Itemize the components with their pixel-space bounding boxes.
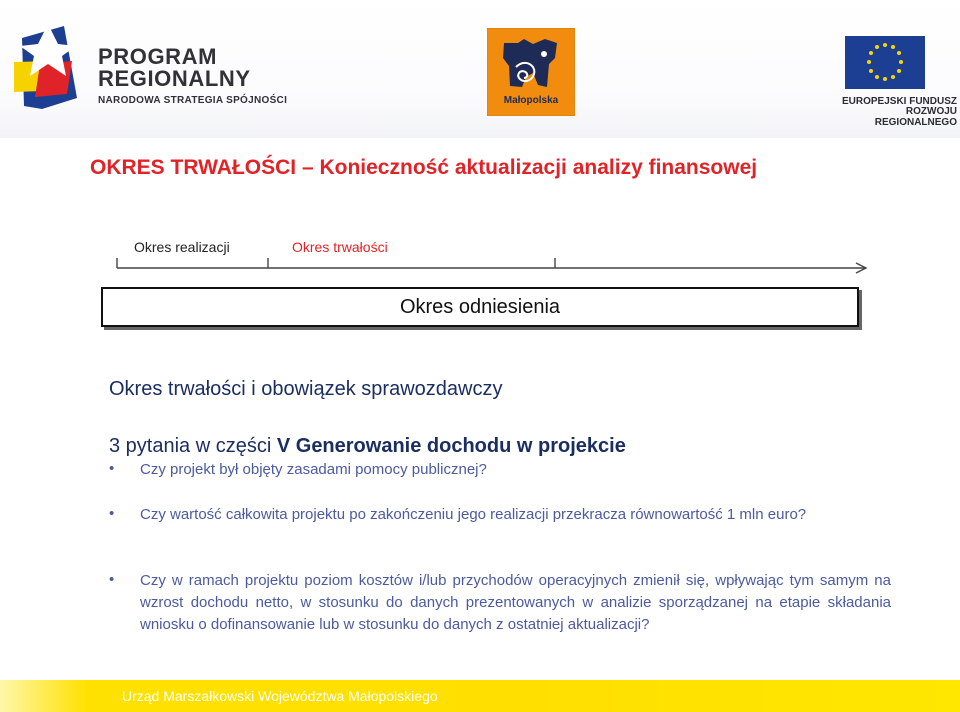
eu-fund-line-2: ROZWOJU REGIONALNEGO: [874, 106, 957, 128]
footer-text: Urząd Marszałkowski Województwa Małopolskiego: [122, 688, 438, 704]
realization-period-label: Okres realizacji: [134, 239, 230, 255]
timeline-arrow-icon: [856, 263, 866, 273]
program-title-line-2: REGIONALNY: [98, 66, 251, 91]
bullet-text: Czy wartość całkowita projektu po zakończeniu jego realizacji przekracza równowartość 1 mln euro?: [140, 506, 807, 523]
bullet-dot-icon: •: [109, 505, 115, 522]
eu-fund-line-1: EUROPEJSKI FUNDUSZ: [841, 96, 957, 107]
bullet-text: Czy projekt był objęty zasadami pomocy publicznej?: [140, 461, 487, 478]
bullet-dot-icon: •: [109, 460, 115, 477]
slide-title: OKRES TRWAŁOŚCI – Konieczność aktualizacji analizy finansowej: [90, 156, 758, 179]
program-regionalny-logo: [14, 18, 304, 110]
bullet-dot-icon: •: [109, 571, 115, 588]
questions-heading: [109, 434, 626, 458]
footer-bar: [0, 680, 960, 712]
bullet-item-3: [109, 570, 891, 636]
questions-heading-prefix: 3 pytania w części: [109, 435, 277, 457]
eu-stars-icon: [845, 36, 925, 89]
questions-heading-bold: V Generowanie dochodu w projekcie: [276, 435, 626, 457]
program-logo-icon: [14, 18, 100, 110]
header-bar: [0, 0, 960, 138]
durability-period-label: Okres trwałości: [292, 239, 388, 255]
reference-period-label: Okres odniesienia: [399, 296, 561, 318]
malopolska-logo: [487, 28, 575, 116]
malopolska-label: Małopolska: [503, 95, 559, 106]
eu-flag: [845, 36, 925, 89]
section-heading: Okres trwałości i obowiązek sprawozdawczy: [109, 378, 503, 400]
program-subtitle: NARODOWA STRATEGIA SPÓJNOŚCI: [98, 95, 288, 106]
bullet-text: Czy w ramach projektu poziom kosztów i/lub przychodów operacyjnych zmienił się, wpływając tym samym na wzrost dochodu netto, w stosunku do danych prezentowanych w analizie sporządzanej na etapie składania wniosku o dofinansowanie lub w stosunku do danych z ostatniej aktualizacji?: [140, 572, 891, 633]
reference-period-box: [101, 287, 859, 327]
program-title-line-1: PROGRAM: [98, 44, 218, 69]
bullet-item-2: [109, 504, 891, 526]
bullet-item-1: [109, 459, 891, 481]
